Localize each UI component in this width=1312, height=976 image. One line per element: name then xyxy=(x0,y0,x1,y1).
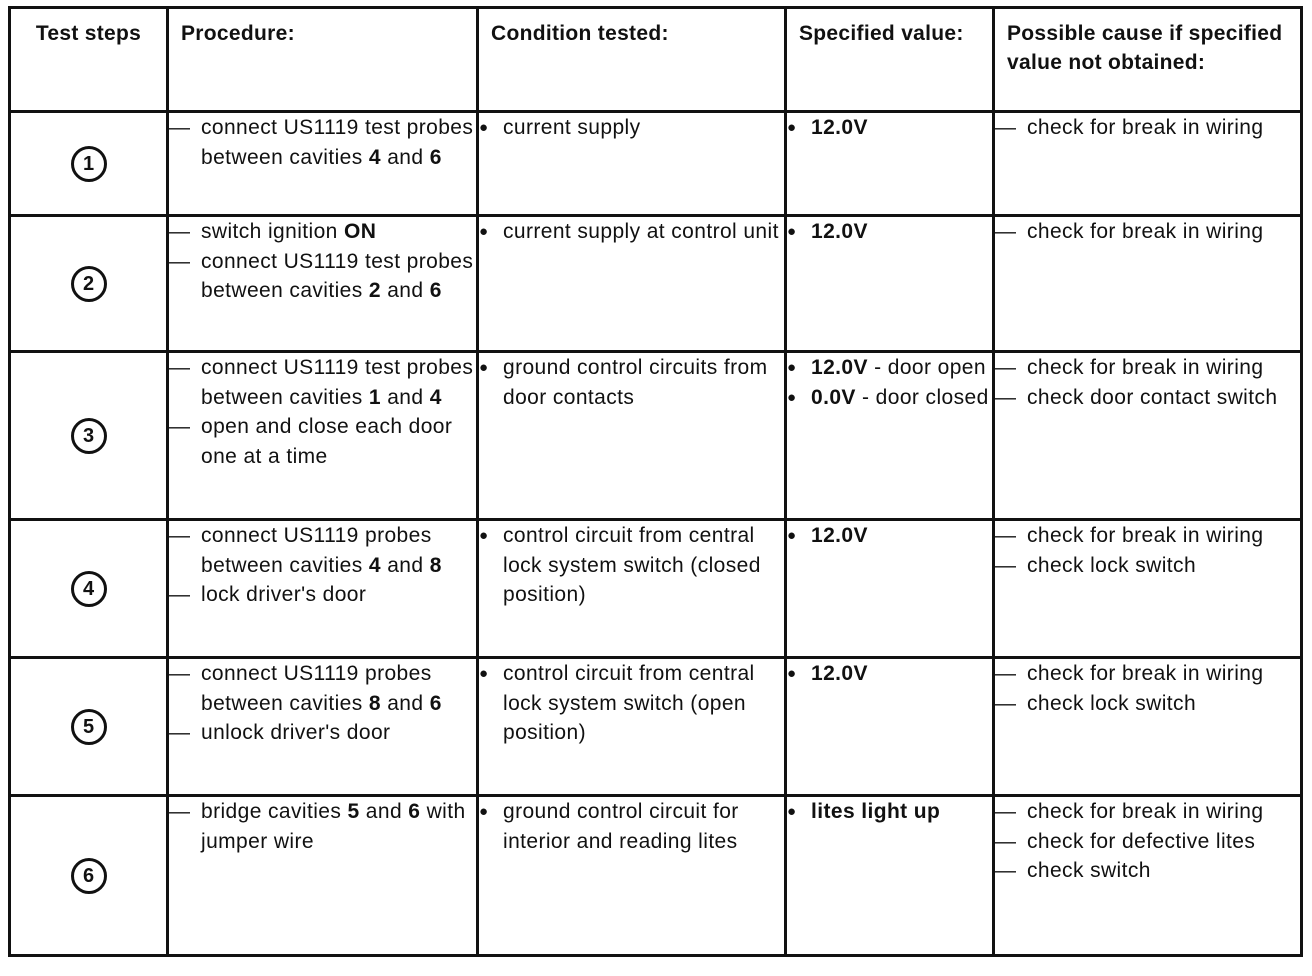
table-row xyxy=(10,352,1302,520)
text: with jumper wire xyxy=(201,800,466,853)
bold-text: ON xyxy=(343,220,377,243)
condition-cell xyxy=(478,520,786,658)
text: connect US1119 test probes between cavities xyxy=(201,116,474,169)
procedure-item xyxy=(169,247,476,306)
cause-text: check lock switch xyxy=(1027,691,1197,715)
step-number-badge: 4 xyxy=(71,571,107,607)
condition-text: control circuit from central lock system switch (open position) xyxy=(503,662,755,744)
procedure-item xyxy=(169,412,476,471)
condition-item xyxy=(479,113,784,143)
text: open and close each door one at a time xyxy=(201,415,453,468)
condition-text: ground control circuit for interior and reading lites xyxy=(503,800,739,853)
specified-value-cell xyxy=(786,520,994,658)
procedure-cell xyxy=(168,520,478,658)
condition-cell xyxy=(478,352,786,520)
text: connect US1119 test probes between cavities xyxy=(201,356,474,409)
specified-value-item xyxy=(787,353,992,383)
specified-value-cell xyxy=(786,658,994,796)
possible-cause-cell xyxy=(994,352,1302,520)
header-condition-tested: Condition tested: xyxy=(478,8,786,112)
header-procedure: Procedure: xyxy=(168,8,478,112)
cause-item xyxy=(995,383,1300,413)
bold-text: 4 xyxy=(368,553,381,577)
text: - door closed xyxy=(855,385,989,409)
bold-text: 0.0V xyxy=(811,385,856,409)
specified-value-item xyxy=(787,659,992,689)
bold-text: 5 xyxy=(347,800,360,823)
condition-item xyxy=(479,217,784,247)
bold-text: 8 xyxy=(368,691,381,715)
text: bridge cavities xyxy=(201,800,348,823)
procedure-cell xyxy=(168,112,478,216)
procedure-item xyxy=(169,580,476,610)
table-row xyxy=(10,520,1302,658)
table-row xyxy=(10,658,1302,796)
test-step-cell xyxy=(10,352,168,520)
table-body xyxy=(10,112,1302,956)
text: unlock driver's door xyxy=(201,721,391,744)
bold-text: 12.0V xyxy=(811,662,868,685)
text: and xyxy=(380,691,430,715)
text: and xyxy=(380,279,430,302)
bold-text: 6 xyxy=(408,800,421,823)
cause-item xyxy=(995,659,1300,689)
header-possible-cause: Possible cause if specified value not obtained: xyxy=(994,8,1302,112)
procedure-item xyxy=(169,113,476,172)
condition-text: current supply xyxy=(503,116,641,139)
table-row xyxy=(10,216,1302,352)
text: connect US1119 probes between cavities xyxy=(201,662,432,715)
condition-item xyxy=(479,797,784,856)
cause-item xyxy=(995,827,1300,857)
bold-text: 4 xyxy=(429,385,442,409)
procedure-item xyxy=(169,217,476,247)
condition-text: current supply at control unit xyxy=(503,220,779,243)
table-row xyxy=(10,796,1302,956)
text: - door open xyxy=(867,356,986,379)
cause-text: check for break in wiring xyxy=(1027,800,1264,823)
procedure-item xyxy=(169,353,476,412)
bold-text: 6 xyxy=(429,145,442,169)
cause-text: check for break in wiring xyxy=(1027,662,1264,685)
cause-item xyxy=(995,689,1300,719)
procedure-item xyxy=(169,718,476,748)
cause-text: check for break in wiring xyxy=(1027,356,1264,379)
text: lock driver's door xyxy=(201,583,367,606)
text: connect US1119 test probes between cavities xyxy=(201,249,474,302)
specified-value-item xyxy=(787,113,992,143)
procedure-item xyxy=(169,797,476,856)
procedure-cell xyxy=(168,658,478,796)
step-number-badge: 6 xyxy=(71,858,107,894)
specified-value-item xyxy=(787,217,992,247)
specified-value-cell xyxy=(786,112,994,216)
text: and xyxy=(380,145,430,169)
cause-text: check for break in wiring xyxy=(1027,116,1264,139)
cause-text: check door contact switch xyxy=(1027,385,1278,409)
test-step-cell xyxy=(10,216,168,352)
test-step-cell xyxy=(10,796,168,956)
cause-item xyxy=(995,551,1300,581)
test-step-cell xyxy=(10,658,168,796)
specified-value-item xyxy=(787,383,992,413)
cause-item xyxy=(995,217,1300,247)
cause-item xyxy=(995,797,1300,827)
possible-cause-cell xyxy=(994,216,1302,352)
specified-value-cell xyxy=(786,352,994,520)
condition-cell xyxy=(478,796,786,956)
bold-text: 12.0V xyxy=(811,524,868,547)
cause-item xyxy=(995,113,1300,143)
text: connect US1119 probes between cavities xyxy=(201,524,432,577)
specified-value-cell xyxy=(786,216,994,352)
condition-cell xyxy=(478,216,786,352)
bold-text: 1 xyxy=(368,385,381,409)
possible-cause-cell xyxy=(994,658,1302,796)
cause-text: check for break in wiring xyxy=(1027,524,1264,547)
condition-item xyxy=(479,659,784,748)
bold-text: 6 xyxy=(429,279,442,302)
specified-value-cell xyxy=(786,796,994,956)
step-number-badge: 5 xyxy=(71,709,107,745)
cause-item xyxy=(995,353,1300,383)
bold-text: lites light up xyxy=(811,800,941,823)
condition-cell xyxy=(478,112,786,216)
bold-text: 12.0V xyxy=(811,116,868,139)
condition-item xyxy=(479,353,784,412)
table-row xyxy=(10,112,1302,216)
bold-text: 12.0V xyxy=(811,356,868,379)
step-number-badge: 2 xyxy=(71,266,107,302)
test-step-cell xyxy=(10,112,168,216)
header-row xyxy=(10,8,1302,112)
procedure-cell xyxy=(168,352,478,520)
procedure-item xyxy=(169,521,476,580)
header-specified-value: Specified value: xyxy=(786,8,994,112)
specified-value-item xyxy=(787,797,992,827)
bold-text: 8 xyxy=(429,553,442,577)
step-number-badge: 3 xyxy=(71,418,107,454)
procedure-cell xyxy=(168,216,478,352)
specified-value-item xyxy=(787,521,992,551)
procedure-item xyxy=(169,659,476,718)
test-step-cell xyxy=(10,520,168,658)
diagnostic-test-table xyxy=(8,6,1303,957)
text: and xyxy=(359,800,409,823)
possible-cause-cell xyxy=(994,796,1302,956)
step-number-badge: 1 xyxy=(71,146,107,182)
condition-cell xyxy=(478,658,786,796)
possible-cause-cell xyxy=(994,112,1302,216)
cause-item xyxy=(995,856,1300,886)
cause-item xyxy=(995,521,1300,551)
procedure-cell xyxy=(168,796,478,956)
bold-text: 2 xyxy=(368,279,381,302)
cause-text: check lock switch xyxy=(1027,553,1197,577)
text: switch ignition xyxy=(201,220,344,243)
condition-item xyxy=(479,521,784,610)
cause-text: check for break in wiring xyxy=(1027,220,1264,243)
header-test-steps: Test steps xyxy=(10,8,168,112)
text: and xyxy=(380,553,430,577)
bold-text: 12.0V xyxy=(811,220,868,243)
cause-text: check switch xyxy=(1027,859,1151,882)
bold-text: 4 xyxy=(368,145,381,169)
possible-cause-cell xyxy=(994,520,1302,658)
cause-text: check for defective lites xyxy=(1027,829,1256,853)
text: and xyxy=(380,385,430,409)
condition-text: ground control circuits from door contacts xyxy=(503,356,768,409)
condition-text: control circuit from central lock system switch (closed position) xyxy=(503,524,761,606)
bold-text: 6 xyxy=(429,691,442,715)
